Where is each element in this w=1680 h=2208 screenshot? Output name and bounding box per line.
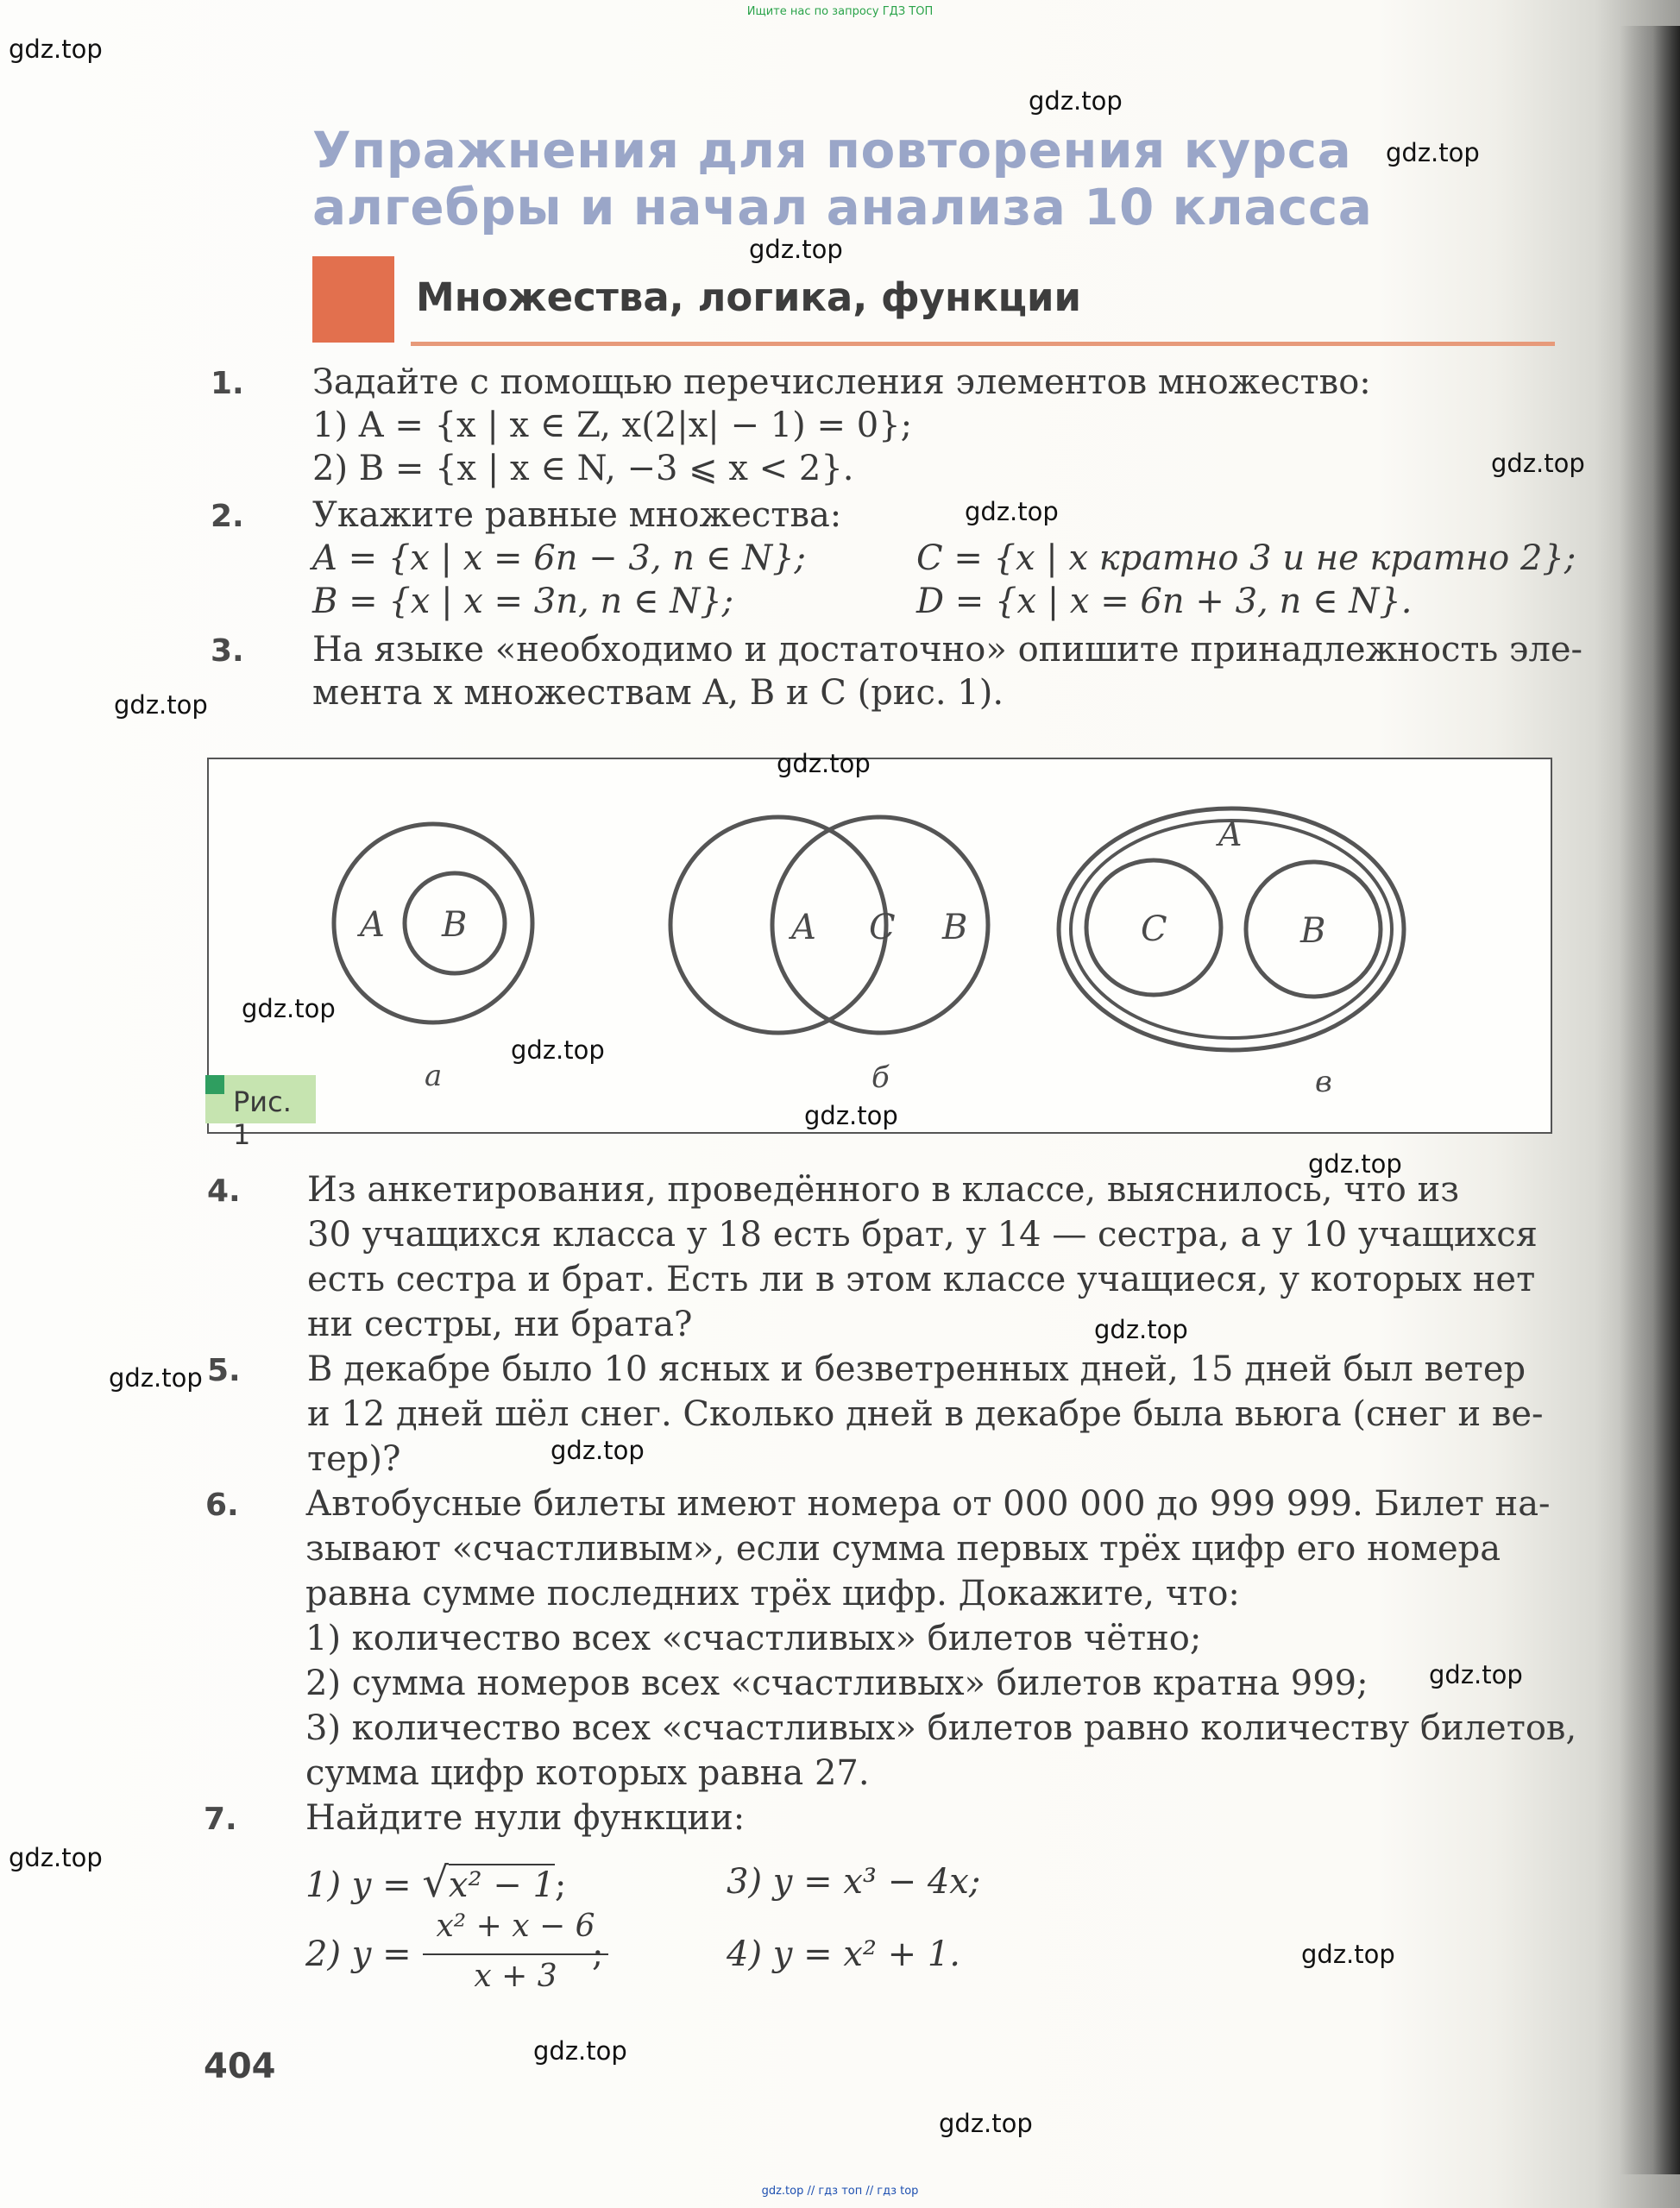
venn-panel-b — [670, 817, 988, 1095]
exercise-text: 2) сумма номеров всех «счастливых» билетов кратна 999; — [305, 1664, 1369, 1703]
page-number: 404 — [204, 2047, 276, 2086]
function-1 — [305, 1859, 566, 1907]
watermark: gdz.top — [1094, 1315, 1188, 1344]
set-definition-a: A = {x | x = 6n − 3, n ∈ N}; — [312, 538, 807, 578]
exercise-text: Из анкетирования, проведённого в классе, выяснилось, что из — [307, 1170, 1460, 1210]
exercise-number: 5. — [207, 1353, 241, 1388]
exercise-number: 1. — [211, 366, 244, 401]
watermark: gdz.top — [749, 235, 843, 264]
exercise-text: 1) количество всех «счастливых» билетов чётно; — [305, 1619, 1202, 1658]
section-title: Множества, логика, функции — [416, 274, 1082, 320]
figure-label-marker — [205, 1075, 224, 1094]
venn-label: C — [869, 908, 896, 947]
watermark: gdz.top — [551, 1436, 645, 1465]
exercise-text: тер)? — [307, 1439, 401, 1479]
exercise-number: 4. — [207, 1173, 241, 1209]
book-spine-shadow — [1620, 26, 1680, 2174]
top-search-link[interactable]: Ищите нас по запросу ГДЗ ТОП — [746, 5, 934, 18]
bottom-links[interactable]: gdz.top // гдз топ // гдз top — [761, 2185, 919, 2198]
panel-caption: в — [1315, 1065, 1332, 1099]
exercise-text: ни сестры, ни брата? — [307, 1305, 693, 1344]
watermark: gdz.top — [1301, 1940, 1395, 1969]
function-3: 3) y = x³ − 4x; — [727, 1862, 981, 1902]
function-2-prefix: 2) y = — [305, 1934, 412, 1974]
exercise-number: 6. — [205, 1488, 239, 1523]
chapter-heading-line2: алгебры и начал анализа 10 класса — [312, 178, 1373, 236]
exercise-text: мента x множествам A, B и C (рис. 1). — [312, 673, 1004, 713]
watermark: gdz.top — [114, 690, 208, 720]
function-1-prefix: 1) y = — [305, 1865, 423, 1905]
panel-caption: б — [871, 1060, 890, 1095]
watermark: gdz.top — [511, 1035, 605, 1065]
exercise-number: 3. — [211, 633, 244, 669]
exercise-text: равна сумме последних трёх цифр. Докажите, что: — [305, 1574, 1240, 1614]
venn-label: B — [942, 908, 968, 947]
figure-venn-diagrams — [207, 758, 1552, 1134]
watermark: gdz.top — [1491, 449, 1585, 478]
set-definition-c: C = {x | x кратно 3 и не кратно 2}; — [916, 538, 1576, 578]
venn-panel-c — [1059, 808, 1404, 1099]
exercise-text: и 12 дней шёл снег. Сколько дней в декабре была вьюга (снег и ве- — [307, 1394, 1544, 1434]
set-definition-d: D = {x | x = 6n + 3, n ∈ N}. — [916, 582, 1413, 621]
exercise-text: зывают «счастливым», если сумма первых трёх цифр его номера — [305, 1529, 1501, 1569]
watermark: gdz.top — [9, 1843, 103, 1872]
exercise-number: 7. — [204, 1802, 237, 1837]
exercise-text: Автобусные билеты имеют номера от 000 000 до 999 999. Билет на- — [305, 1484, 1551, 1524]
exercise-number: 2. — [211, 499, 244, 534]
watermark: gdz.top — [533, 2036, 627, 2066]
watermark: gdz.top — [1386, 138, 1480, 167]
exercise-text: На языке «необходимо и достаточно» опишите принадлежность эле- — [312, 630, 1583, 670]
watermark: gdz.top — [804, 1101, 898, 1130]
venn-panel-a — [334, 824, 532, 1093]
venn-label: B — [1300, 911, 1326, 951]
function-2-suffix: ; — [592, 1934, 604, 1974]
exercise-text: есть сестра и брат. Есть ли в этом классе учащиеся, у которых нет — [307, 1260, 1536, 1299]
section-rule — [411, 342, 1555, 346]
watermark: gdz.top — [242, 994, 336, 1023]
set-definition-b: B = {x | x = 3n, n ∈ N}; — [312, 582, 734, 621]
function-1-radicand: x² − 1 — [448, 1865, 555, 1905]
function-4: 4) y = x² + 1. — [727, 1934, 961, 1974]
exercise-text: сумма цифр которых равна 27. — [305, 1753, 870, 1793]
exercise-text: 3) количество всех «счастливых» билетов равно количеству билетов, — [305, 1708, 1577, 1748]
watermark: gdz.top — [939, 2109, 1033, 2138]
chapter-heading-line1: Упражнения для повторения курса — [312, 121, 1352, 179]
venn-label: A — [360, 905, 385, 945]
venn-label: B — [442, 905, 468, 945]
venn-label: A — [791, 908, 816, 947]
watermark: gdz.top — [9, 35, 103, 64]
watermark: gdz.top — [1029, 86, 1123, 116]
exercise-text: 2) B = {x | x ∈ N, −3 ⩽ x < 2}. — [312, 449, 854, 488]
watermark: gdz.top — [109, 1363, 203, 1393]
section-color-box — [312, 256, 394, 343]
exercise-text: Найдите нули функции: — [305, 1798, 746, 1838]
watermark: gdz.top — [965, 497, 1059, 526]
exercise-text: Задайте с помощью перечисления элементов множество: — [312, 362, 1371, 402]
panel-caption: а — [425, 1059, 443, 1093]
watermark: gdz.top — [777, 749, 871, 778]
function-1-suffix: ; — [554, 1865, 567, 1905]
venn-svg — [209, 759, 1551, 1132]
exercise-text: 30 учащихся класса у 18 есть брат, у 14 — сестра, а у 10 учащихся — [307, 1215, 1538, 1255]
watermark: gdz.top — [1308, 1149, 1402, 1179]
figure-label — [205, 1075, 316, 1151]
figure-label-text: Рис. 1 — [233, 1085, 292, 1151]
exercise-text: Укажите равные множества: — [312, 495, 842, 535]
sqrt-symbol: √ — [422, 1859, 449, 1907]
function-2-denominator: x + 3 — [474, 1959, 557, 1994]
watermark: gdz.top — [1429, 1660, 1523, 1689]
exercise-text: В декабре было 10 ясных и безветренных дней, 15 дней был ветер — [307, 1349, 1526, 1389]
venn-label: C — [1141, 909, 1167, 949]
function-2-numerator: x² + x − 6 — [436, 1909, 595, 1944]
set-a-circle — [670, 817, 886, 1033]
exercise-text: 1) A = {x | x ∈ Z, x(2|x| − 1) = 0}; — [312, 406, 913, 445]
fraction-bar — [423, 1953, 608, 1955]
venn-label: A — [1218, 815, 1243, 853]
